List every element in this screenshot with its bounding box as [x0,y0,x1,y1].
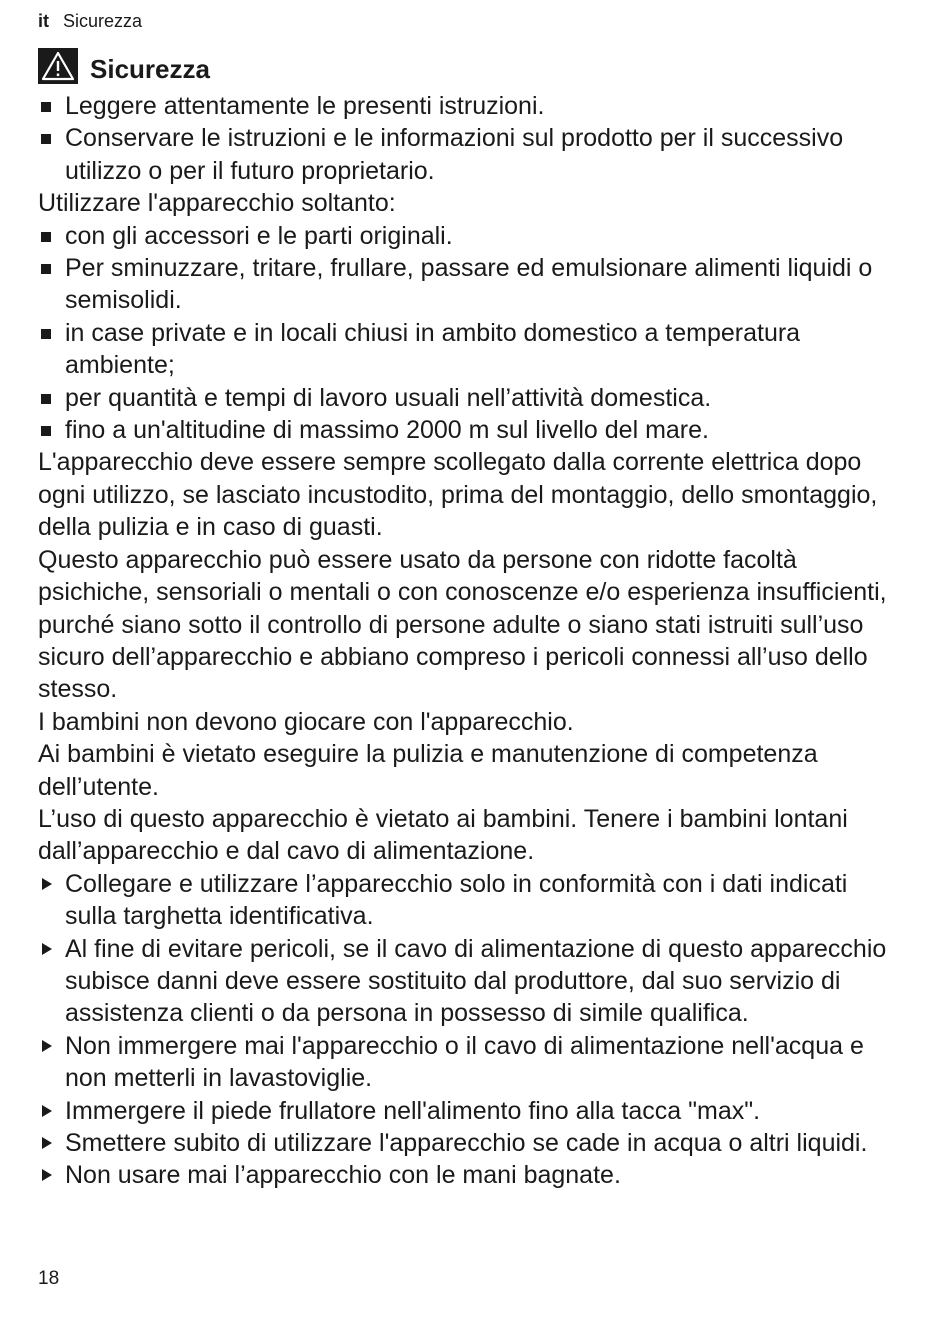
paragraph-reduced-capacity: Questo apparecchio può essere usato da persone con ridotte facoltà psichiche, sensoriali o mentali o con conoscenze e/o esperienza insufficienti, purché siano sotto il controllo di persone adulte o siano stati istruiti sull’uso sicuro dell’apparecchio e abbiano compreso i pericoli connessi all’uso dello stesso. [38,545,887,704]
instruction-item [38,1095,894,1127]
list-item [38,414,894,446]
square-bullet-icon [41,232,51,242]
list-item [38,252,894,317]
warning-triangle-icon [38,48,78,84]
instruction-item [38,1127,894,1159]
triangle-arrow-icon [42,943,52,955]
triangle-arrow-icon [42,1105,52,1117]
list-item [38,90,894,122]
section-heading [38,47,210,85]
triangle-arrow-icon [42,878,52,890]
square-bullet-icon [41,329,51,339]
list-item-text: fino a un'altitudine di massimo 2000 m sul livello del mare. [65,416,709,445]
instruction-item [38,933,894,1030]
paragraph-disconnect: L'apparecchio deve essere sempre scollegato dalla corrente elettrica dopo ogni utilizzo, se lasciato incustodito, prima del montaggio, dello smontaggio, della pulizia e in caso di guasti. [38,448,878,542]
safety-content [38,90,894,1192]
triangle-arrow-icon [42,1169,52,1181]
instruction-text: Smettere subito di utilizzare l'apparecchio se cade in acqua o altri liquidi. [65,1129,868,1157]
header-section-name: Sicurezza [63,11,143,31]
page-header [38,10,142,32]
list-item [38,122,894,187]
page-number: 18 [38,1268,60,1289]
list-item-text: con gli accessori e le parti originali. [65,221,453,250]
list-item [38,317,894,382]
square-bullet-icon [41,394,51,404]
instruction-item [38,868,894,933]
list-item [38,220,894,252]
list-item-text: per quantità e tempi di lavoro usuali nell’attività domestica. [65,383,712,412]
list-item [38,382,894,414]
paragraph-children-use: L’uso di questo apparecchio è vietato ai bambini. Tenere i bambini lontani dall’apparecchio e dal cavo di alimentazione. [38,804,848,866]
instruction-text: Non immergere mai l'apparecchio o il cavo di alimentazione nell'acqua e non metterli in lavastoviglie. [65,1031,864,1093]
language-code: it [38,11,49,31]
instruction-text: Collegare e utilizzare l’apparecchio solo in conformità con i dati indicati sulla targhetta identificativa. [65,869,848,931]
instruction-item [38,1030,894,1095]
list-item-text: Per sminuzzare, tritare, frullare, passare ed emulsionare alimenti liquidi o semisolidi. [65,254,873,315]
usage-intro: Utilizzare l'apparecchio soltanto: [38,189,396,218]
list-item-text: Leggere attentamente le presenti istruzioni. [65,92,545,120]
page-title: Sicurezza [90,54,210,84]
instruction-text: Non usare mai l’apparecchio con le mani bagnate. [65,1161,621,1190]
paragraph-children-cleaning: Ai bambini è vietato eseguire la pulizia e manutenzione di competenza dell’utente. [38,740,818,801]
square-bullet-icon [41,134,51,144]
instruction-text: Al fine di evitare pericoli, se il cavo di alimentazione di questo apparecchio subisce danni deve essere sostituito dal produttore, dal suo servizio di assistenza clienti o da persona in possesso di simile qualifica. [65,934,887,1028]
triangle-arrow-icon [42,1137,52,1149]
paragraph-children-play: I bambini non devono giocare con l'apparecchio. [38,707,574,736]
square-bullet-icon [41,426,51,436]
list-item-text: Conservare le istruzioni e le informazioni sul prodotto per il successivo utilizzo o per il futuro proprietario. [65,124,844,185]
instruction-item [38,1159,894,1191]
square-bullet-icon [41,102,51,112]
square-bullet-icon [41,264,51,274]
list-item-text: in case private e in locali chiusi in ambito domestico a temperatura ambiente; [65,318,801,380]
triangle-arrow-icon [42,1040,52,1052]
instruction-text: Immergere il piede frullatore nell'alimento fino alla tacca "max". [65,1096,761,1125]
